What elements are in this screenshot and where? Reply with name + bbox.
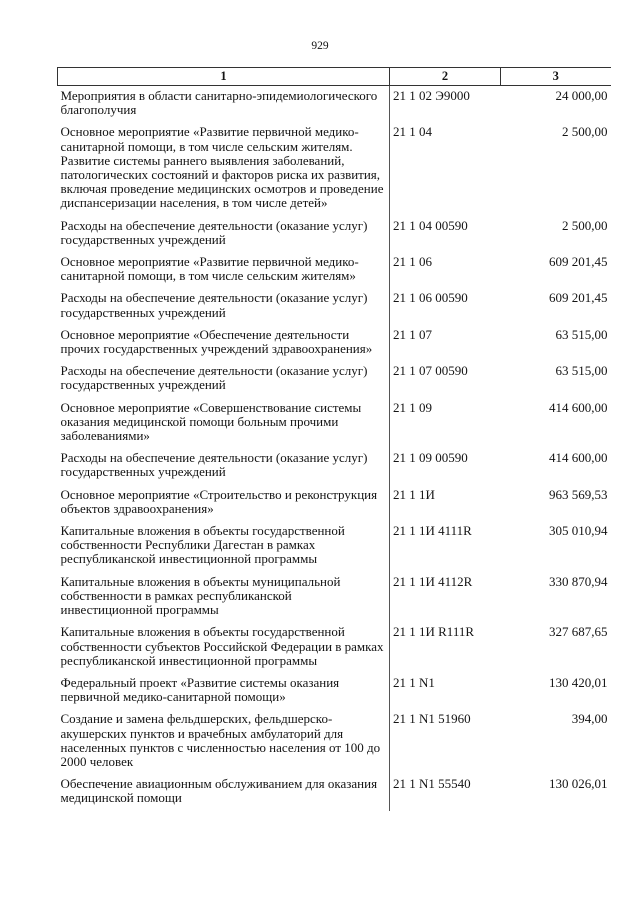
row-code: 21 1 07 00590	[390, 361, 501, 397]
row-name: Капитальные вложения в объекты муниципальной собственности в рамках республиканской инвестиционной программы	[60, 573, 341, 618]
row-amount: 130 420,01	[549, 674, 608, 690]
row-code: 21 1 N1 55540	[390, 774, 501, 810]
row-name: Капитальные вложения в объекты государственной собственности Республики Дагестан в рамках республиканской инвестиционной программы	[60, 523, 345, 567]
row-name: Расходы на обеспечение деятельности (оказание услуг) государственных учреждений	[60, 363, 368, 393]
row-code: 21 1 N1 51960	[390, 709, 501, 774]
row-code: 21 1 1И 4112R	[390, 572, 501, 623]
row-name: Капитальные вложения в объекты государственной собственности субъектов Российской Федерации в рамках республиканской инвестиционной программы	[60, 624, 384, 668]
row-amount: 414 600,00	[549, 399, 608, 415]
row-amount: 963 569,53	[549, 486, 608, 502]
row-name: Обеспечение авиационным обслуживанием для оказания медицинской помощи	[60, 776, 378, 806]
row-code: 21 1 1И	[390, 485, 501, 521]
budget-table	[57, 67, 611, 811]
table-row	[58, 398, 611, 449]
row-code: 21 1 04	[390, 122, 501, 215]
table-row	[58, 521, 611, 572]
row-amount: 414 600,00	[549, 450, 608, 466]
row-name: Основное мероприятие «Обеспечение деятельности прочих государственных учреждений здравоохранения»	[60, 326, 373, 357]
row-amount: 330 870,94	[549, 573, 608, 589]
row-code: 21 1 1И R111R	[390, 622, 501, 673]
row-name: Основное мероприятие «Развитие первичной медико-санитарной помощи, в том числе сельским жителям»	[60, 254, 359, 284]
table-row	[58, 216, 611, 252]
row-name: Расходы на обеспечение деятельности (оказание услуг) государственных учреждений	[60, 450, 368, 480]
row-code: 21 1 02 Э9000	[390, 86, 501, 123]
row-amount: 305 010,94	[549, 523, 608, 539]
column-header-2: 2	[390, 68, 501, 86]
row-name: Расходы на обеспечение деятельности (оказание услуг) государственных учреждений	[60, 290, 368, 320]
row-name: Создание и замена фельдшерских, фельдшерско-акушерских пунктов и врачебных амбулаторий для населенных пунктов с численностью населения от 100 до 2000 человек	[60, 711, 381, 769]
table-row	[58, 673, 611, 709]
table-row	[58, 361, 611, 397]
row-code: 21 1 09 00590	[390, 448, 501, 484]
table-row	[58, 86, 611, 123]
table-row	[58, 122, 611, 215]
row-amount: 609 201,45	[549, 290, 608, 306]
row-amount: 327 687,65	[549, 624, 608, 640]
table-row	[58, 288, 611, 324]
row-name: Мероприятия в области санитарно-эпидемиологического благополучия	[60, 88, 378, 118]
row-name: Основное мероприятие «Строительство и реконструкция объектов здравоохранения»	[60, 486, 378, 516]
row-name: Основное мероприятие «Совершенствование системы оказания медицинской помощи больным прочими заболеваниями»	[60, 399, 362, 444]
row-code: 21 1 1И 4111R	[390, 521, 501, 572]
table-row	[58, 325, 611, 361]
table-row	[58, 252, 611, 288]
table-row	[58, 448, 611, 484]
row-amount: 63 515,00	[555, 363, 608, 379]
table-row	[58, 709, 611, 774]
row-amount: 394,00	[571, 711, 608, 727]
table-row	[58, 485, 611, 521]
column-header-3: 3	[501, 68, 611, 86]
row-name: Основное мероприятие «Развитие первичной медико-санитарной помощи, в том числе сельским жителям. Развитие системы раннего выявления заболеваний, патологических состояний и факторов риска их развития, включая проведение медицинских осмотров и проведение диспансеризации населения, в том числе детей»	[60, 124, 384, 211]
row-amount: 2 500,00	[562, 124, 608, 140]
row-code: 21 1 06	[390, 252, 501, 288]
row-code: 21 1 06 00590	[390, 288, 501, 324]
row-amount: 2 500,00	[562, 217, 608, 233]
row-amount: 24 000,00	[555, 88, 608, 103]
table-header-row	[58, 68, 611, 86]
table-row	[58, 572, 611, 623]
row-name: Расходы на обеспечение деятельности (оказание услуг) государственных учреждений	[60, 217, 368, 247]
row-code: 21 1 09	[390, 398, 501, 449]
table-row	[58, 622, 611, 673]
row-name: Федеральный проект «Развитие системы оказания первичной медико-санитарной помощи»	[60, 674, 340, 705]
row-amount: 63 515,00	[555, 326, 608, 342]
column-header-1: 1	[58, 68, 390, 86]
row-code: 21 1 N1	[390, 673, 501, 709]
row-code: 21 1 07	[390, 325, 501, 361]
row-amount: 130 026,01	[549, 776, 608, 792]
table-row	[58, 774, 611, 810]
row-code: 21 1 04 00590	[390, 216, 501, 252]
page-number: 929	[311, 40, 329, 52]
row-amount: 609 201,45	[549, 254, 608, 270]
